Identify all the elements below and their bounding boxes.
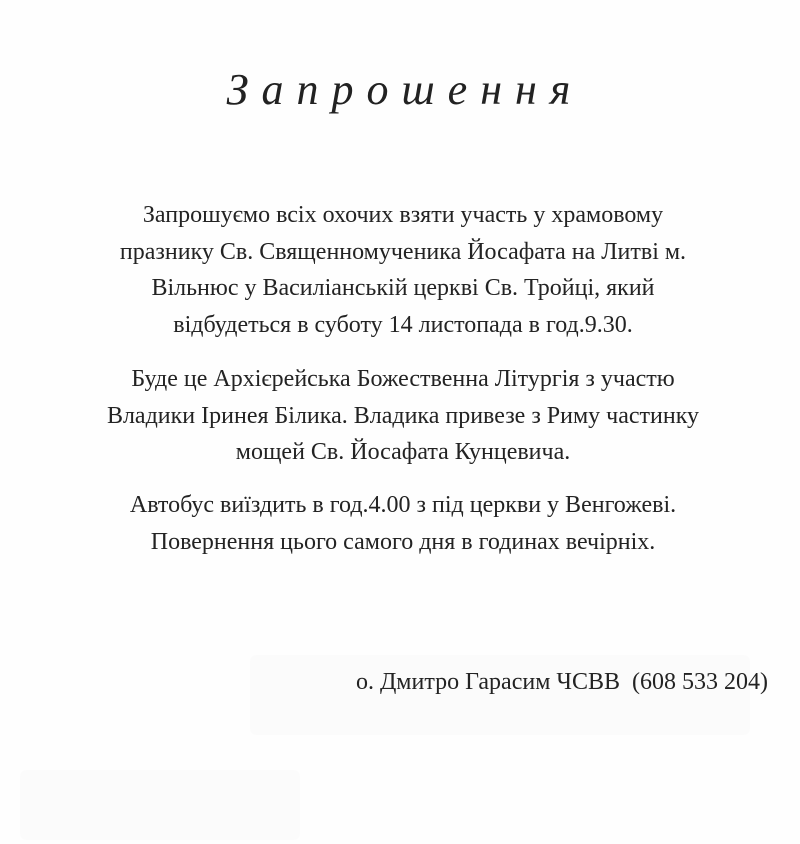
text-line: Буде це Архієрейська Божественна Літургія з участю [131, 366, 675, 392]
text-line: празнику Св. Священномученика Йосафата на Литві м. [119, 238, 687, 265]
paragraph-invitation [0, 197, 800, 343]
scan-artifact [20, 770, 300, 840]
text-line: Повернення цього самого дня в годинах вечірніх. [150, 528, 656, 555]
text-line: мощей Св. Йосафата Кунцевича. [235, 439, 571, 465]
document-title: Запрошення [226, 65, 584, 114]
text-line: Запрошуємо всіх охочих взяти участь у храмовому [142, 202, 664, 228]
text-line: Владики Іринея Білика. Владика привезе з Риму частинку [106, 402, 700, 429]
text-line: Автобус виїздить в год.4.00 з під церкви у Венгожеві. [129, 492, 677, 518]
paragraph-bus [0, 487, 800, 560]
text-line: відбудеться в суботу 14 листопада в год.9.30. [173, 311, 633, 338]
text-line: Вільнюс у Василіанській церкві Св. Тройці, який [151, 275, 655, 301]
signature-contact: о. Дмитро Гарасим ЧСВВ (608 533 204) [355, 669, 768, 695]
paragraph-liturgy [0, 361, 800, 471]
